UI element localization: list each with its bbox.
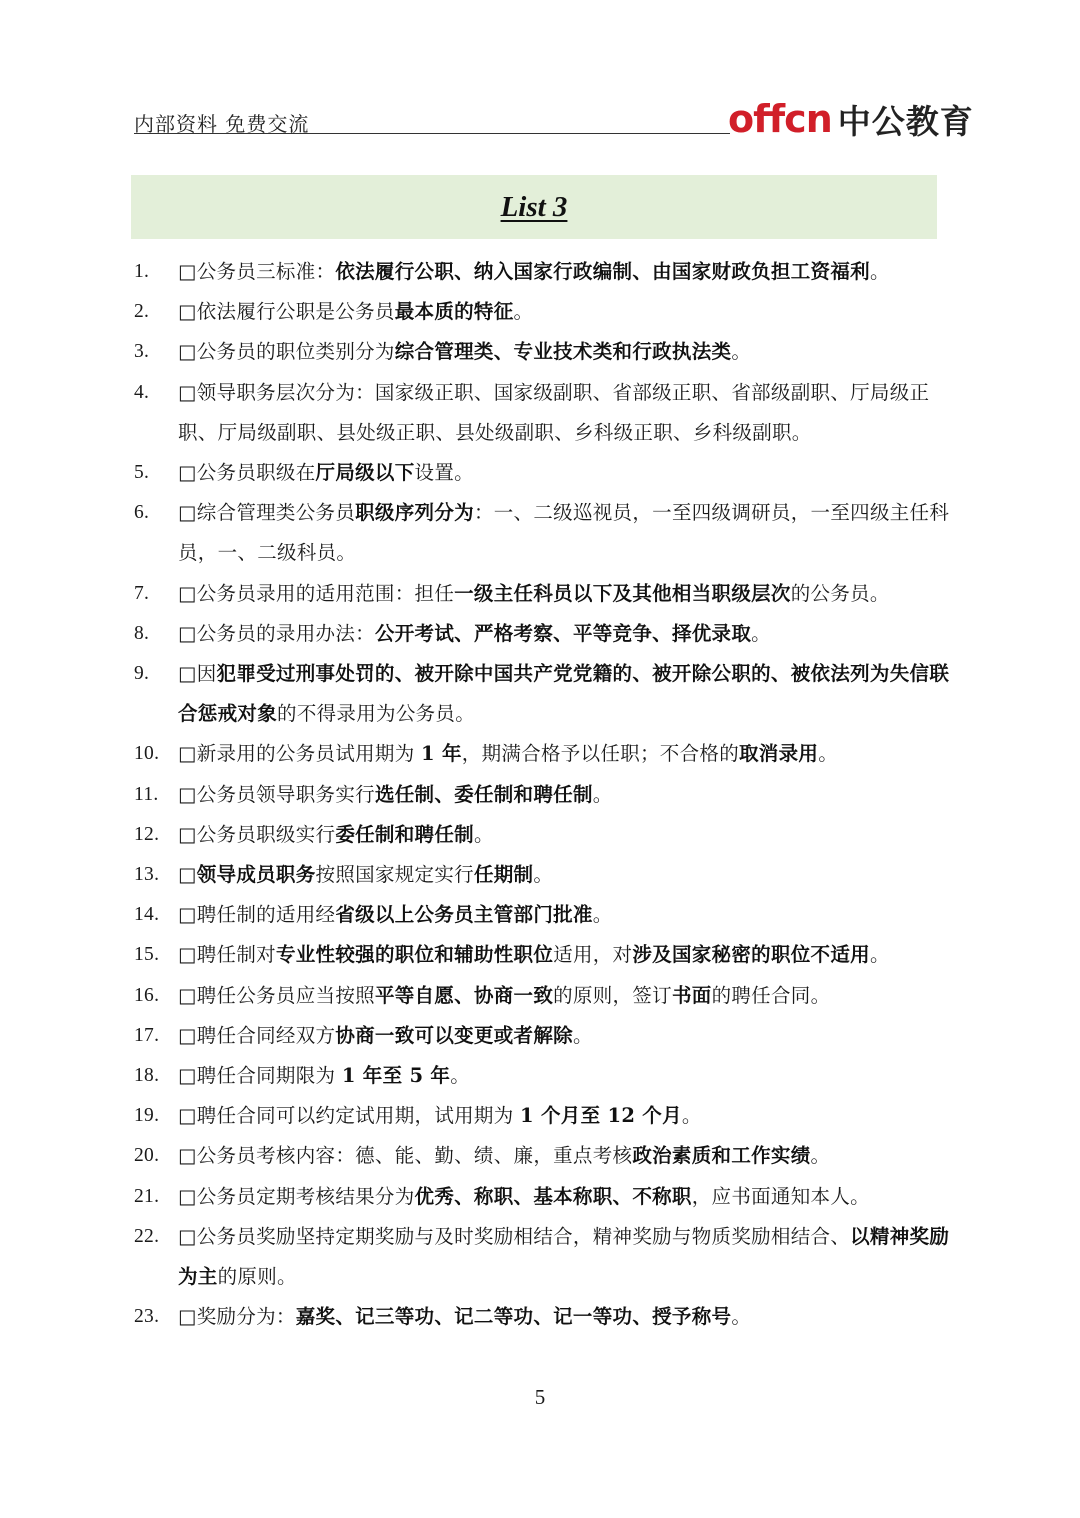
item-number: 17. bbox=[134, 1024, 160, 1046]
item-key-text: 依法履行公职、纳入国家行政编制、由国家财政负担工资福利 bbox=[335, 260, 870, 283]
item-key-text: 一级主任科员以下及其他相当职级层次 bbox=[454, 581, 791, 605]
item-key-text: 犯罪受过刑事处罚的、被开除中国共产党党籍的、被开除公职的、被依法列为失信联合惩戒对象 bbox=[178, 662, 950, 726]
page-number: 5 bbox=[534, 1385, 546, 1409]
item-text: 的聘任合同。 bbox=[711, 983, 831, 1007]
list-item bbox=[0, 1217, 1080, 1297]
item-text: 。 bbox=[592, 903, 613, 927]
item-key-text: 专业性较强的职位和辅助性职位 bbox=[275, 943, 554, 967]
item-number: 1. bbox=[134, 261, 150, 282]
item-key-text: 协商一致可以变更或者解除 bbox=[335, 1023, 573, 1047]
item-text: □聘任制对 bbox=[178, 943, 276, 967]
list-item bbox=[0, 1297, 1080, 1337]
item-text: □领导职务层次分为：国家级正职、国家级副职、省部级正职、省部级副职、厅局级正职、厅局级副职、县处级正职、县处级副职、乡科级正职、乡科级副职。 bbox=[178, 380, 930, 444]
list-item bbox=[0, 855, 1080, 895]
logo-en: offcn bbox=[728, 97, 832, 141]
item-text: □公务员定期考核结果分为 bbox=[178, 1184, 415, 1208]
list-item bbox=[0, 373, 1080, 453]
title-banner bbox=[131, 175, 937, 239]
item-number: 9. bbox=[134, 663, 150, 685]
item-key-text: 涉及国家秘密的职位不适用 bbox=[632, 943, 870, 967]
item-key-text: 政治素质和工作实绩 bbox=[632, 1144, 811, 1168]
item-key-text: 平等自愿、协商一致 bbox=[374, 983, 554, 1007]
item-text: □聘任制的适用经 bbox=[178, 903, 336, 927]
list-item bbox=[0, 332, 1080, 372]
item-text: 设置。 bbox=[414, 461, 474, 485]
item-number: 12. bbox=[134, 823, 160, 845]
list-item bbox=[0, 935, 1080, 975]
item-number: 16. bbox=[134, 984, 160, 1006]
item-number: 11. bbox=[134, 783, 159, 805]
item-text: □聘任公务员应当按照 bbox=[178, 983, 375, 1007]
item-text: □公务员录用的适用范围：担任 bbox=[178, 581, 455, 605]
item-number: 15. bbox=[134, 944, 160, 966]
item-number: 8. bbox=[134, 622, 150, 644]
item-number: 19. bbox=[134, 1105, 160, 1127]
item-number: 10. bbox=[134, 743, 160, 765]
item-text: □公务员考核内容：德、能、勤、绩、廉，重点考核 bbox=[178, 1144, 633, 1168]
item-text: □综合管理类公务员 bbox=[178, 501, 356, 525]
item-key-text: 任期制 bbox=[473, 863, 534, 887]
item-text: 。 bbox=[818, 742, 839, 766]
list-title: List 3 bbox=[500, 190, 568, 223]
item-number: 5. bbox=[134, 462, 150, 484]
item-text: 。 bbox=[450, 1064, 471, 1088]
item-number: 18. bbox=[134, 1065, 160, 1087]
item-text: ，期满合格予以任职；不合格的 bbox=[461, 742, 739, 766]
item-text: 。 bbox=[869, 943, 890, 967]
header-left-text: 内部资料 免费交流 bbox=[134, 112, 310, 136]
list-item bbox=[0, 1096, 1080, 1136]
item-number: 2. bbox=[134, 301, 150, 323]
list-item bbox=[0, 1056, 1080, 1096]
item-key-text: 1 年 bbox=[421, 742, 462, 766]
list-item bbox=[0, 453, 1080, 493]
list-item bbox=[0, 292, 1080, 332]
item-text: 的原则，签订 bbox=[553, 983, 672, 1007]
item-key-text: 1 个月至 12 个月 bbox=[520, 1104, 682, 1128]
item-key-text: 厅局级以下 bbox=[315, 461, 415, 485]
item-text: 。 bbox=[731, 1305, 752, 1329]
item-key-text: 领导成员职务 bbox=[196, 863, 316, 887]
item-text: 。 bbox=[473, 822, 494, 846]
item-number: 21. bbox=[134, 1185, 160, 1207]
item-number: 22. bbox=[134, 1225, 160, 1247]
item-text: □新录用的公务员试用期为 bbox=[178, 742, 422, 766]
item-text: 。 bbox=[592, 782, 613, 806]
item-text: 。 bbox=[572, 1023, 593, 1047]
item-key-text: 1 年至 5 年 bbox=[341, 1064, 451, 1088]
item-key-text: 嘉奖、记三等功、记二等功、记一等功、授予称号 bbox=[295, 1305, 732, 1329]
list-item bbox=[0, 574, 1080, 614]
item-text: 。 bbox=[513, 300, 534, 324]
item-text: 的不得录用为公务员。 bbox=[277, 702, 476, 726]
item-text: □依法履行公职是公务员 bbox=[178, 300, 395, 324]
item-text: □公务员职级在 bbox=[178, 461, 316, 485]
item-text: □ bbox=[178, 863, 197, 887]
item-text: 。 bbox=[751, 621, 771, 645]
item-text: □聘任合同期限为 bbox=[178, 1064, 342, 1088]
list-item bbox=[0, 493, 1080, 573]
item-text: 。 bbox=[869, 260, 890, 283]
item-key-text: 职级序列分为 bbox=[355, 501, 474, 525]
header-rule bbox=[134, 133, 730, 134]
checklist bbox=[0, 252, 1080, 1337]
item-number: 4. bbox=[134, 381, 150, 403]
item-number: 13. bbox=[134, 864, 160, 886]
item-text: 适用，对 bbox=[553, 943, 633, 967]
item-text: □因 bbox=[178, 662, 217, 686]
item-text: 按照国家规定实行 bbox=[315, 863, 474, 887]
list-item bbox=[0, 734, 1080, 774]
item-text: □奖励分为： bbox=[178, 1305, 296, 1329]
offcn-logo bbox=[728, 88, 974, 141]
item-text: 。 bbox=[810, 1144, 831, 1168]
item-text: □公务员的职位类别分为 bbox=[178, 340, 395, 364]
item-number: 20. bbox=[134, 1145, 160, 1167]
logo-cn: 中公教育 bbox=[837, 102, 974, 141]
item-key-text: 综合管理类、专业技术类和行政执法类 bbox=[394, 340, 732, 364]
list-item bbox=[0, 775, 1080, 815]
item-key-text: 以精神奖励为主 bbox=[178, 1224, 950, 1289]
item-text: ：一、二级巡视员，一至四级调研员，一至四级主任科员，一、二级科员。 bbox=[178, 501, 950, 565]
list-item bbox=[0, 1016, 1080, 1056]
item-text: □公务员领导职务实行 bbox=[178, 782, 375, 806]
item-number: 3. bbox=[134, 341, 150, 363]
item-key-text: 最本质的特征 bbox=[394, 300, 514, 324]
list-item bbox=[0, 1177, 1080, 1217]
item-text: 。 bbox=[681, 1104, 702, 1128]
list-item bbox=[0, 614, 1080, 654]
item-key-text: 选任制、委任制和聘任制 bbox=[374, 782, 593, 806]
item-key-text: 公开考试、严格考察、平等竞争、择优录取 bbox=[374, 621, 752, 645]
list-item bbox=[0, 252, 1080, 292]
item-text: □聘任合同可以约定试用期，试用期为 bbox=[178, 1104, 521, 1128]
list-item bbox=[0, 895, 1080, 935]
item-text: 。 bbox=[731, 340, 752, 364]
item-key-text: 书面 bbox=[671, 983, 712, 1007]
item-text: 的原则。 bbox=[217, 1265, 297, 1289]
item-text: 。 bbox=[533, 863, 554, 887]
list-item bbox=[0, 654, 1080, 734]
item-number: 6. bbox=[134, 502, 150, 524]
item-text: ，应书面通知本人。 bbox=[691, 1184, 870, 1208]
list-item bbox=[0, 815, 1080, 855]
item-text: □聘任合同经双方 bbox=[178, 1023, 336, 1047]
list-item bbox=[0, 976, 1080, 1016]
item-text: □公务员三标准： bbox=[178, 260, 336, 283]
item-text: □公务员的录用办法： bbox=[178, 621, 375, 645]
item-key-text: 省级以上公务员主管部门批准 bbox=[335, 903, 593, 927]
item-key-text: 取消录用 bbox=[739, 742, 819, 766]
item-text: □公务员奖励坚持定期奖励与及时奖励相结合，精神奖励与物质奖励相结合、 bbox=[178, 1224, 851, 1248]
item-number: 14. bbox=[134, 904, 160, 926]
list-item bbox=[0, 1136, 1080, 1176]
item-text: 的公务员。 bbox=[790, 581, 890, 605]
item-text: □公务员职级实行 bbox=[178, 822, 336, 846]
item-number: 23. bbox=[134, 1306, 160, 1328]
item-number: 7. bbox=[134, 582, 150, 604]
item-key-text: 优秀、称职、基本称职、不称职 bbox=[414, 1184, 692, 1208]
item-key-text: 委任制和聘任制 bbox=[335, 822, 474, 846]
